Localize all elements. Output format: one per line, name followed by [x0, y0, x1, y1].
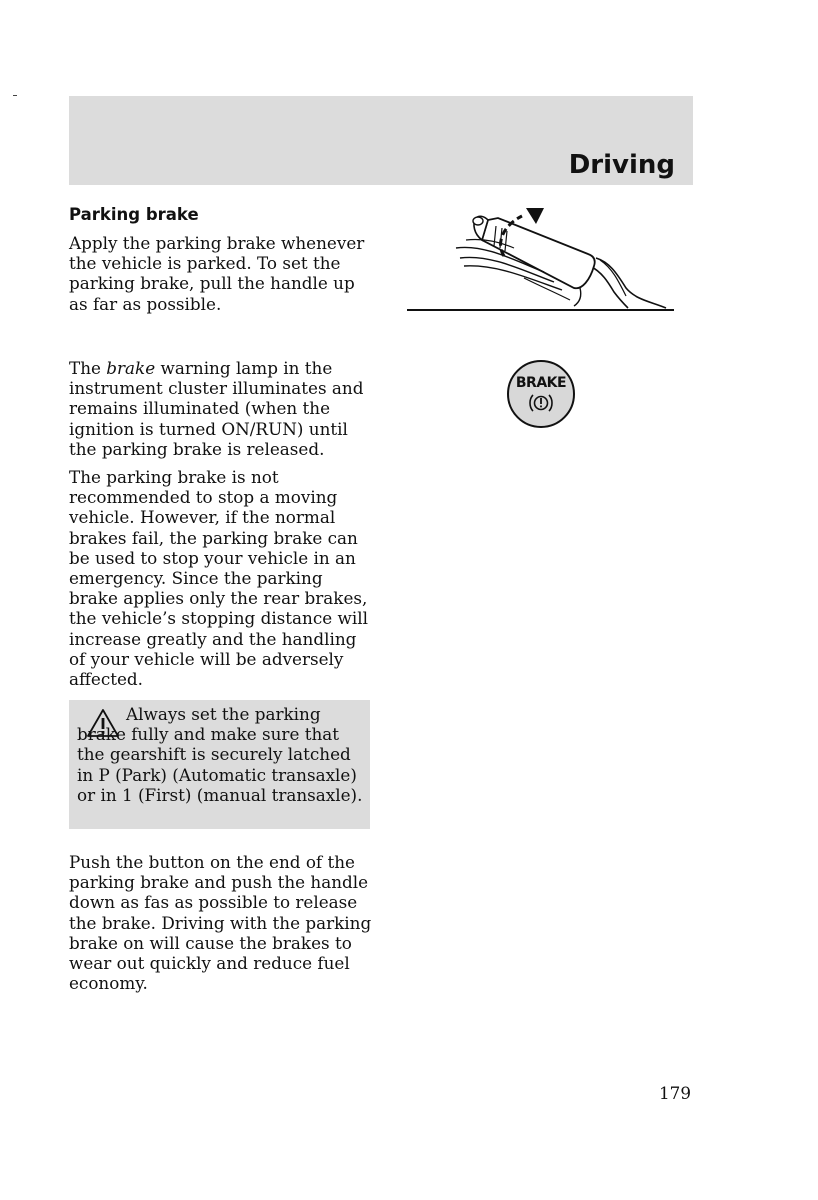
chapter-title: Driving: [568, 150, 675, 180]
chapter-header: [69, 96, 693, 185]
brake-emphasis: brake: [106, 358, 156, 378]
page-number: 179: [658, 1083, 691, 1103]
paragraph-warning-lamp-start: The: [69, 358, 107, 378]
brake-warning-lamp-icon: [506, 359, 576, 429]
paragraph-not-recommended: The parking brake is not recommended to stop a moving vehicle. However, if the normal brakes fail, the parking brake can be used to stop your vehicle in an emergency. Since the parking brake applies only the rear brakes, the vehicle’s stopping distance will increase greatly and the handling of your vehicle will be adversely affected.: [69, 467, 368, 690]
paragraph-warning-lamp: [69, 358, 374, 459]
warning-box: [69, 700, 370, 829]
brake-lamp-circle: [506, 359, 576, 429]
parking-brake-lever-illustration: [404, 200, 676, 316]
scan-mark: [13, 95, 17, 96]
warning-text: Always set the parking brake fully and make sure that the gearshift is securely latched in P (Park) (Automatic transaxle) or in 1 (First) (manual transaxle).: [77, 704, 363, 805]
paragraph-apply-brake: Apply the parking brake whenever the vehicle is parked. To set the parking brake, pull the handle up as far as possible.: [69, 233, 365, 314]
paragraph-release-brake: Push the button on the end of the parking brake and push the handle down as fas as possible to release the brake. Driving with the parking brake on will cause the brakes to wear out quickly and reduce fuel economy.: [69, 852, 372, 994]
brake-lamp-label: BRAKE: [515, 375, 567, 391]
paragraph-warning-lamp-end: warning lamp in the instrument cluster illuminates and remains illuminated (when the ignition is turned ON/RUN) until the parking brake is released.: [69, 358, 364, 459]
section-heading: Parking brake: [69, 205, 199, 224]
